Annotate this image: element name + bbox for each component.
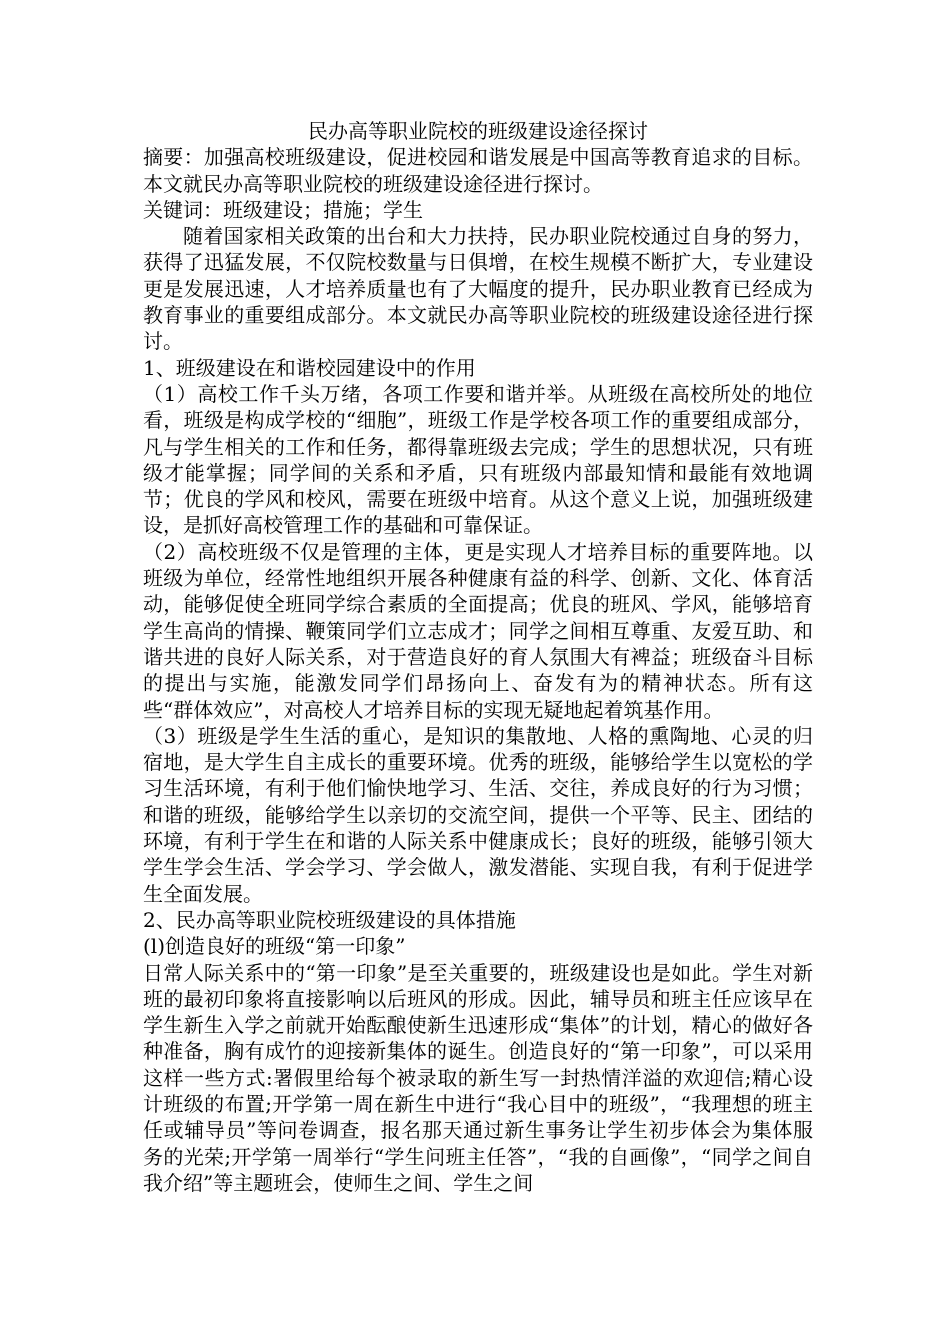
- abstract-paragraph: 摘要：加强高校班级建设，促进校园和谐发展是中国高等教育追求的目标。本文就民办高等职业院校的班级建设途径进行探讨。: [143, 145, 813, 196]
- section-1-heading: 1、班级建设在和谐校园建设中的作用: [143, 355, 476, 380]
- document-page: [143, 118, 813, 1196]
- document-title: 民办高等职业院校的班级建设途径探讨: [308, 119, 648, 143]
- section-1-paragraph-2: （2）高校班级不仅是管理的主体，更是实现人才培养目标的重要阵地。以班级为单位，经常性地组织开展各种健康有益的科学、创新、文化、体育活动，能够促使全班同学综合素质的全面提高；优良的班风、学风，能够培育学生高尚的情操、鞭策同学们立志成才；同学之间相互尊重、友爱互助、和谐共进的良好人际关系，对于营造良好的育人氛围大有裨益；班级奋斗目标的提出与实施，能激发同学们昂扬向上、奋发有为的精神状态。所有这些“群体效应”，对高校人才培养目标的实现无疑地起着筑基作用。: [143, 539, 813, 722]
- section-1-paragraph-1: （1）高校工作千头万绪，各项工作要和谐并举。从班级在高校所处的地位看，班级是构成学校的“细胞”，班级工作是学校各项工作的重要组成部分，凡与学生相关的工作和任务，都得靠班级去完成；学生的思想状况，只有班级才能掌握；同学间的关系和矛盾，只有班级内部最知情和最能有效地调节；优良的学风和校风，需要在班级中培育。从这个意义上说，加强班级建设，是抓好高校管理工作的基础和可靠保证。: [143, 381, 813, 538]
- section-2-subheading-1: (l)创造良好的班级“第一印象”: [143, 934, 406, 959]
- intro-paragraph: 随着国家相关政策的出台和大力扶持，民办职业院校通过自身的努力，获得了迅猛发展，不仅院校数量与日俱增，在校生规模不断扩大，专业建设更是发展迅速，人才培养质量也有了大幅度的提升，民办职业教育已经成为教育事业的重要组成部分。本文就民办高等职业院校的班级建设途径进行探讨。: [143, 224, 813, 354]
- section-1-paragraph-3: （3）班级是学生生活的重心，是知识的集散地、人格的熏陶地、心灵的归宿地，是大学生自主成长的重要环境。优秀的班级，能够给学生以宽松的学习生活环境，有利于他们愉快地学习、生活、交往，养成良好的行为习惯；和谐的班级，能够给学生以亲切的交流空间，提供一个平等、民主、团结的环境，有利于学生在和谐的人际关系中健康成长；良好的班级，能够引领大学生学会生活、学会学习、学会做人，激发潜能、实现自我，有利于促进学生全面发展。: [143, 723, 813, 906]
- keywords-line: 关键词：班级建设；措施；学生: [143, 197, 423, 222]
- section-2-paragraph-1: 日常人际关系中的“第一印象”是至关重要的，班级建设也是如此。学生对新班的最初印象将直接影响以后班风的形成。因此，辅导员和班主任应该早在学生新生入学之前就开始酝酿使新生迅速形成“集体”的计划，精心的做好各种准备，胸有成竹的迎接新集体的诞生。创造良好的“第一印象”，可以采用这样一些方式:署假里给每个被录取的新生写一封热情洋溢的欢迎信;精心设计班级的布置;开学第一周在新生中进行“我心目中的班级”，“我理想的班主任或辅导员”等问卷调查，报名那天通过新生事务让学生初步体会为集体服务的光荣;开学第一周举行“学生问班主任答”，“我的自画像”，“同学之间自我介绍”等主题班会，使师生之间、学生之间: [143, 960, 813, 1195]
- section-2-heading: 2、民办高等职业院校班级建设的具体措施: [143, 907, 516, 932]
